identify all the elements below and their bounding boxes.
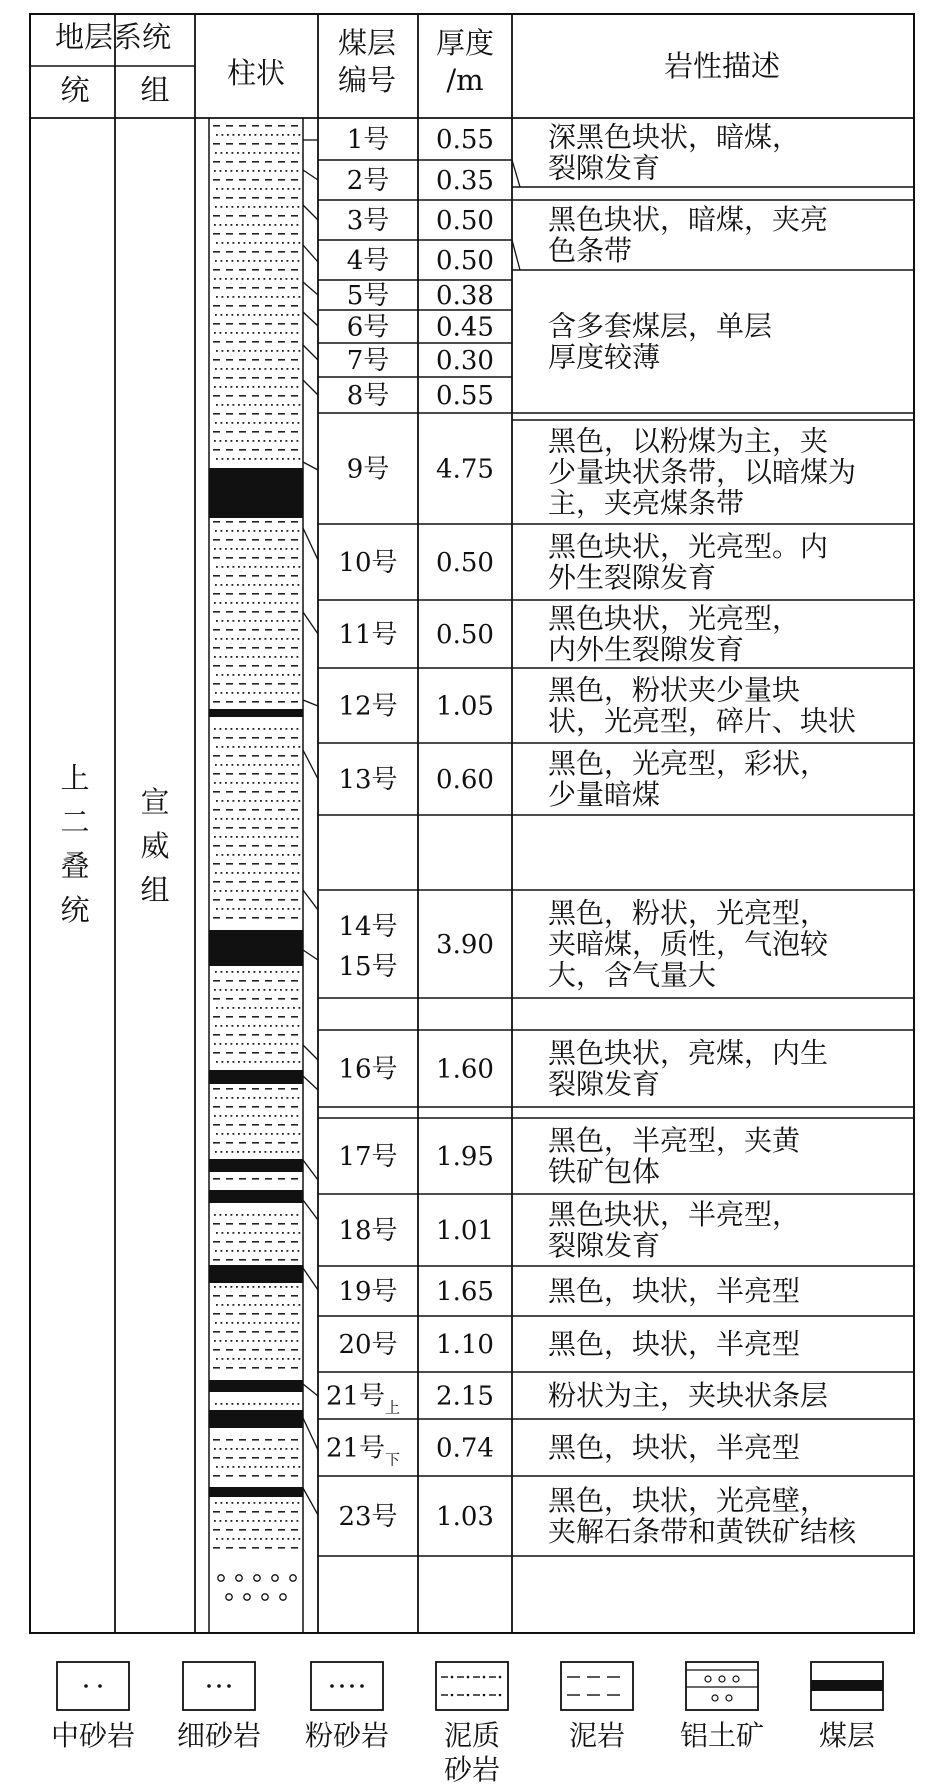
lithology-row — [216, 1466, 300, 1468]
lithology-row — [215, 584, 299, 586]
connector-line — [303, 1160, 318, 1180]
coal-band — [209, 468, 303, 518]
legend-label: 细砂岩 — [176, 1719, 262, 1752]
lithology-row — [213, 431, 298, 433]
seam-thickness: 1.10 — [436, 1330, 494, 1360]
lithology-row — [216, 188, 300, 190]
seam-number: 12号 — [338, 691, 398, 722]
header-strat-system: 地层系统 — [54, 20, 172, 54]
lithology-row — [213, 980, 298, 982]
lithology-row — [215, 638, 299, 640]
coal-band — [209, 930, 303, 966]
seam-thickness: 4.75 — [436, 454, 494, 485]
connector-line — [303, 890, 318, 910]
seam-number: 14号 — [338, 912, 398, 942]
lithology-row — [215, 314, 299, 316]
connector-line — [303, 750, 318, 779]
lithology-row — [213, 269, 298, 271]
legend-item-bauxite — [680, 1662, 764, 1752]
bauxite-layer — [218, 1575, 296, 1600]
seam-number: 10号 — [338, 548, 398, 578]
lithology-row — [216, 800, 300, 802]
seam-labels — [326, 125, 400, 1532]
connector-line — [303, 1200, 318, 1220]
seam-thickness: 0.45 — [436, 312, 494, 343]
connector-line — [303, 1418, 318, 1450]
lithology-row — [216, 566, 300, 568]
lithology-row — [214, 890, 298, 892]
legend-swatch — [311, 1662, 383, 1710]
seam-number: 6号 — [346, 312, 390, 343]
seam-number: 20号 — [338, 1330, 398, 1360]
legend-item-fine-sandstone — [177, 1662, 261, 1752]
lithology-row — [216, 854, 300, 856]
seam-number: 2号 — [346, 166, 390, 196]
coal-band — [209, 1265, 303, 1283]
connector-line — [303, 1076, 318, 1090]
lithology-row — [213, 575, 298, 577]
seam-number: 4号 — [346, 246, 390, 276]
legend-item-coal-seam — [811, 1662, 883, 1752]
lithology-row — [213, 899, 298, 901]
lithology-row — [215, 260, 299, 262]
lithology-row — [215, 872, 299, 874]
lithology-row — [213, 1241, 298, 1243]
description-line: 黑色，半亮型，夹黄 — [548, 1124, 801, 1157]
header-seam-no-2: 编号 — [337, 63, 397, 97]
header-thickness-1: 厚度 — [435, 26, 495, 60]
connector-line — [303, 1384, 318, 1396]
lithology-row — [214, 1115, 298, 1117]
seam-number: 3号 — [346, 206, 390, 236]
series-name-char: 上 — [60, 761, 90, 795]
series-name-char: 二 — [60, 805, 90, 839]
lithology-row — [214, 836, 298, 838]
lithology-row — [216, 1358, 300, 1360]
lithology-row — [214, 1448, 298, 1450]
lithology-row — [213, 1016, 298, 1018]
connector-line — [303, 950, 318, 960]
lithology-row — [213, 1295, 298, 1297]
legend-label: 粉砂岩 — [304, 1719, 390, 1752]
lithology-row — [213, 683, 298, 685]
lithology-row — [214, 1286, 298, 1288]
description-line: 黑色块状，光亮型， — [548, 602, 801, 635]
legend-swatch — [57, 1662, 129, 1710]
description-line: 外生裂隙发育 — [548, 561, 717, 594]
lithology-row — [216, 1007, 300, 1009]
lithology-row — [213, 1331, 298, 1333]
coal-band — [209, 1190, 303, 1203]
header-thickness-2: /m — [446, 63, 484, 97]
legend — [51, 1662, 883, 1786]
thickness-labels — [436, 125, 494, 1532]
seam-number: 7号 — [346, 346, 390, 376]
lithology-row — [213, 161, 298, 163]
lithology-row — [215, 206, 299, 208]
lithology-row — [216, 1133, 300, 1135]
lithology-row — [213, 737, 298, 739]
lithology-row — [215, 422, 299, 424]
lithology-row — [213, 827, 298, 829]
lithology-row — [215, 971, 299, 973]
seam-number: 19号 — [338, 1277, 398, 1307]
seam-number: 11号 — [338, 620, 398, 650]
lithology-row — [213, 1457, 298, 1459]
lithology-row — [214, 440, 298, 442]
description-line: 裂隙发育 — [548, 1067, 661, 1101]
lithology-row — [213, 413, 298, 415]
lithology-row — [213, 1259, 298, 1261]
seam-thickness: 3.90 — [436, 930, 494, 960]
legend-label: 中砂岩 — [50, 1719, 136, 1752]
connector-line — [303, 380, 318, 395]
lithology-row — [216, 296, 300, 298]
description-line: 黑色块状，光亮型。内 — [548, 530, 829, 563]
description-line: 深黑色块状，暗煤， — [548, 120, 801, 154]
lithology-row — [215, 1250, 299, 1252]
lithology-row — [214, 1043, 298, 1045]
lithology-row — [213, 305, 298, 307]
lithology-row — [213, 611, 298, 613]
lithology-row — [215, 152, 299, 154]
lithology-row — [213, 1124, 298, 1126]
lithology-row — [213, 665, 298, 667]
seam-thickness: 0.50 — [436, 548, 494, 578]
lithology-row — [214, 170, 298, 172]
seam-thickness: 1.03 — [436, 1502, 494, 1532]
seam-thickness: 0.50 — [436, 206, 494, 236]
lithology-row — [213, 125, 298, 127]
legend-item-siltstone — [305, 1662, 389, 1752]
header-series: 统 — [60, 73, 90, 107]
lithology-row — [213, 1178, 298, 1180]
lithology-row — [215, 1097, 299, 1099]
legend-item-muddy-sandstone — [436, 1662, 508, 1786]
lithology-row — [213, 449, 298, 451]
lithology-row — [214, 728, 298, 730]
seam-number: 8号 — [346, 381, 390, 411]
seam-number: 15号 — [338, 952, 398, 982]
lithology-row — [213, 647, 298, 649]
lithology-row — [213, 1511, 298, 1513]
lithology-row — [213, 539, 298, 541]
lithology-row — [213, 233, 298, 235]
lithology-row — [214, 386, 298, 388]
description-line: 黑色，粉状，光亮型， — [548, 896, 829, 930]
descriptions — [548, 121, 857, 1549]
coal-band — [209, 709, 303, 717]
legend-item-medium-sandstone — [51, 1662, 135, 1752]
legend-label: 铝土矿 — [679, 1719, 765, 1752]
seam-number: 13号 — [338, 765, 398, 795]
lithology-row — [213, 1142, 298, 1144]
series-name-char: 统 — [60, 893, 90, 927]
seam-number: 18号 — [338, 1216, 398, 1246]
legend-label: 泥岩 — [568, 1719, 626, 1752]
lithology-row — [213, 1052, 298, 1054]
lithology-row — [215, 818, 299, 820]
lithology-row — [216, 458, 300, 460]
lithology-row — [215, 1322, 299, 1324]
description-line: 内外生裂隙发育 — [548, 633, 745, 666]
seam-thickness: 0.50 — [436, 246, 494, 276]
connector-line — [303, 1488, 318, 1515]
lithology-row — [216, 404, 300, 406]
description-line: 夹暗煤，质性，气泡较 — [548, 927, 829, 961]
seam-connectors — [303, 140, 318, 1515]
lithology-column — [209, 125, 303, 1600]
seam-thickness: 0.74 — [436, 1433, 494, 1464]
lithology-row — [213, 359, 298, 361]
lithology-row — [213, 521, 298, 523]
lithology-row — [213, 701, 298, 703]
description-line: 主，夹亮煤条带 — [548, 486, 745, 520]
lithology-row — [214, 278, 298, 280]
lithology-row — [213, 809, 298, 811]
lithology-row — [213, 1349, 298, 1351]
connector-line — [303, 1045, 318, 1060]
description-line: 裂隙发育 — [548, 1229, 661, 1262]
lithology-row — [216, 620, 300, 622]
connector-line — [303, 1268, 318, 1290]
lithology-row — [213, 1547, 298, 1549]
seam-thickness: 0.30 — [436, 346, 494, 376]
lithology-row — [213, 251, 298, 253]
lithology-row — [216, 134, 300, 136]
header-column: 柱状 — [226, 56, 286, 90]
seam-thickness: 1.65 — [436, 1277, 494, 1307]
lithology-row — [213, 773, 298, 775]
lithology-row — [216, 1232, 300, 1234]
description-line: 裂隙发育 — [548, 151, 661, 185]
description-line: 黑色，光亮型，彩状， — [548, 747, 829, 780]
description-line: 厚度较薄 — [548, 340, 661, 374]
lithology-row — [214, 656, 298, 658]
lithology-row — [215, 530, 299, 532]
description-line: 黑色，粉状夹少量块 — [548, 673, 801, 707]
description-line: 黑色，块状，半亮型 — [548, 1327, 801, 1361]
lithology-row — [215, 368, 299, 370]
seam-thickness: 1.01 — [436, 1216, 494, 1246]
legend-label: 砂岩 — [443, 1753, 501, 1786]
lithology-row — [213, 1313, 298, 1315]
formation-name-char: 威 — [140, 829, 170, 863]
lithology-row — [213, 917, 298, 919]
description-line: 黑色块状，亮煤，内生 — [548, 1036, 829, 1070]
lithology-row — [213, 197, 298, 199]
connector-line — [303, 282, 318, 295]
description-line: 少量暗煤 — [548, 778, 661, 811]
lithology-row — [214, 332, 298, 334]
description-line: 夹解石条带和黄铁矿结核 — [548, 1515, 857, 1548]
coal-band — [209, 1070, 303, 1084]
lithology-row — [213, 1367, 298, 1369]
lithology-row — [213, 287, 298, 289]
lithology-row — [213, 1475, 298, 1477]
description-line: 铁矿包体 — [548, 1155, 661, 1188]
description-line: 黑色块状，暗煤，夹亮 — [548, 203, 829, 236]
legend-item-mudstone — [561, 1662, 633, 1752]
seam-number: 1号 — [346, 125, 390, 155]
seam-number: 21号$_上$ — [325, 1381, 401, 1417]
lithology-row — [213, 1529, 298, 1531]
description-line: 黑色块状，半亮型， — [548, 1198, 801, 1231]
header-seam-no-1: 煤层 — [337, 26, 397, 60]
coal-band — [209, 1380, 303, 1392]
connector-line — [303, 312, 318, 326]
lithology-row — [213, 1106, 298, 1108]
lithology-row — [215, 1151, 299, 1153]
lithology-row — [216, 674, 300, 676]
lithology-row — [213, 215, 298, 217]
lithology-row — [214, 989, 298, 991]
lithology-row — [216, 350, 300, 352]
lithology-row — [216, 1538, 300, 1540]
coal-band — [209, 1487, 303, 1497]
description-line: 黑色，块状，半亮型 — [548, 1431, 801, 1464]
legend-swatch — [561, 1662, 633, 1710]
coal-band — [209, 1410, 303, 1428]
seam-thickness: 0.55 — [436, 125, 494, 155]
seam-thickness: 0.60 — [436, 765, 494, 795]
lithology-row — [216, 242, 300, 244]
legend-label: 煤层 — [818, 1719, 876, 1752]
lithology-row — [213, 1223, 298, 1225]
lithology-row — [214, 1340, 298, 1342]
lithology-row — [214, 224, 298, 226]
lithology-row — [213, 323, 298, 325]
lithology-row — [213, 845, 298, 847]
series-name-char: 叠 — [60, 849, 90, 883]
seam-number: 5号 — [346, 281, 390, 311]
description-line: 少量块状条带，以暗煤为 — [548, 455, 857, 489]
lithology-row — [213, 1439, 298, 1441]
description-line: 含多套煤层，单层 — [548, 309, 773, 343]
lithology-row — [213, 593, 298, 595]
connector-line — [303, 245, 318, 262]
lithology-row — [213, 863, 298, 865]
connector-line — [303, 700, 318, 706]
lithology-row — [213, 1088, 298, 1090]
seam-number: 9号 — [346, 454, 390, 485]
seam-number: 23号 — [338, 1502, 398, 1532]
connector-line — [303, 205, 318, 220]
lithology-row — [213, 395, 298, 397]
connector-line — [303, 170, 318, 180]
lithology-row — [213, 881, 298, 883]
lithology-row — [213, 755, 298, 757]
seam-number: 16号 — [338, 1054, 398, 1085]
lithology-row — [213, 557, 298, 559]
description-line: 黑色，以粉煤为主，夹 — [548, 424, 829, 458]
lithology-row — [213, 377, 298, 379]
header-formation: 组 — [140, 73, 170, 107]
formation-name-char: 组 — [140, 873, 170, 907]
seam-thickness: 0.50 — [436, 620, 494, 650]
seam-thickness: 0.35 — [436, 166, 494, 196]
connector-line — [303, 345, 318, 360]
lithology-row — [215, 764, 299, 766]
description-line: 状，光亮型，碎片、块状 — [548, 704, 857, 738]
lithology-row — [214, 1214, 298, 1216]
lithology-row — [215, 1502, 299, 1504]
lithology-row — [216, 1061, 300, 1063]
seam-thickness: 2.15 — [436, 1381, 494, 1412]
seam-number: 21号$_下$ — [325, 1433, 401, 1469]
connector-line — [303, 612, 318, 634]
seam-number: 17号 — [338, 1142, 398, 1172]
seam-thickness: 1.05 — [436, 691, 494, 722]
lithology-row — [213, 143, 298, 145]
description-line: 大，含气量大 — [548, 958, 717, 992]
lithology-row — [216, 1304, 300, 1306]
seam-thickness: 1.95 — [436, 1142, 494, 1172]
lithology-row — [213, 341, 298, 343]
coal-band — [209, 1159, 303, 1172]
lithology-row — [215, 1025, 299, 1027]
connector-line — [303, 462, 318, 470]
lithology-row — [213, 1034, 298, 1036]
lithology-row — [216, 746, 300, 748]
seam-thickness: 0.55 — [436, 381, 494, 411]
description-line: 黑色，块状，光亮壁， — [548, 1484, 829, 1517]
lithology-row — [214, 548, 298, 550]
lithology-row — [214, 782, 298, 784]
lithology-row — [216, 908, 300, 910]
description-line: 色条带 — [548, 234, 633, 267]
lithology-row — [215, 692, 299, 694]
lithology-row — [214, 602, 298, 604]
description-line: 粉状为主，夹块状条层 — [548, 1379, 829, 1412]
seam-thickness: 1.60 — [436, 1054, 494, 1085]
lithology-row — [213, 791, 298, 793]
description-line: 黑色，块状，半亮型 — [548, 1274, 801, 1308]
lithology-row — [213, 629, 298, 631]
connector-line — [303, 528, 318, 560]
formation-name — [140, 785, 169, 907]
lithology-row — [214, 1520, 298, 1522]
series-name — [60, 761, 89, 927]
legend-swatch — [686, 1662, 758, 1710]
lithology-row — [215, 1403, 299, 1405]
formation-name-char: 宣 — [140, 785, 170, 819]
lithology-row — [213, 998, 298, 1000]
legend-swatch — [436, 1662, 508, 1710]
legend-label: 泥质 — [443, 1719, 501, 1752]
seam-thickness: 0.38 — [436, 281, 494, 311]
lithology-row — [213, 179, 298, 181]
header-description: 岩性描述 — [663, 49, 781, 83]
